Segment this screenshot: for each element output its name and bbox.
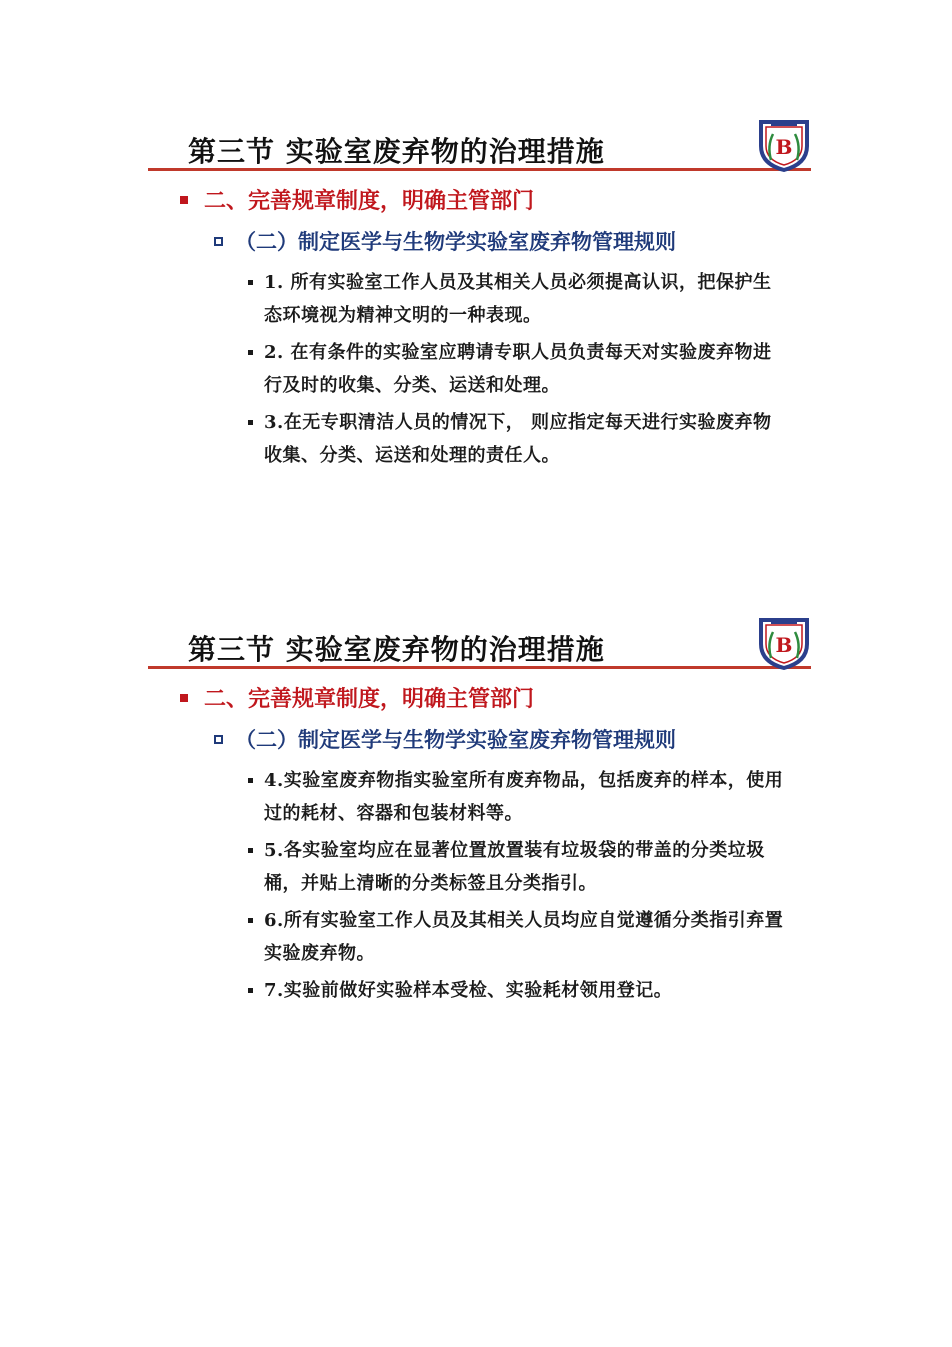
rule-list xyxy=(246,266,786,476)
list-item xyxy=(246,406,786,472)
slide-title: 第三节 实验室废弃物的治理措施 xyxy=(188,633,605,666)
section-heading-text: 二、完善规章制度，明确主管部门 xyxy=(204,188,535,214)
hollow-square-bullet-icon xyxy=(214,735,223,744)
list-item xyxy=(246,974,786,1007)
sub-heading xyxy=(214,724,676,754)
list-item-text: 7.实验前做好实验样本受检、实验耗材领用登记。 xyxy=(264,980,673,1001)
bullet-dot-icon xyxy=(248,918,253,923)
slide-title: 第三节 实验室废弃物的治理措施 xyxy=(188,135,605,168)
list-item-text: 6.所有实验室工作人员及其相关人员均应自觉遵循分类指引弃置实验废弃物。 xyxy=(264,910,784,964)
svg-text:B: B xyxy=(775,633,793,657)
hollow-square-bullet-icon xyxy=(214,237,223,246)
section-heading xyxy=(180,184,534,215)
svg-text:B: B xyxy=(775,135,793,159)
list-item-text: 2. 在有条件的实验室应聘请专职人员负责每天对实验废弃物进行及时的收集、分类、运送和处理。 xyxy=(264,342,772,396)
sub-heading-text: （二）制定医学与生物学实验室废弃物管理规则 xyxy=(235,727,676,752)
list-item-text: 1. 所有实验室工作人员及其相关人员必须提高认识，把保护生态环境视为精神文明的一种表现。 xyxy=(264,272,772,326)
square-bullet-icon xyxy=(180,694,188,702)
bullet-dot-icon xyxy=(248,988,253,993)
bullet-dot-icon xyxy=(248,848,253,853)
list-item-text: 3.在无专职清洁人员的情况下， 则应指定每天进行实验废弃物收集、分类、运送和处理的责任人。 xyxy=(264,412,772,466)
school-shield-logo-icon xyxy=(757,614,811,670)
bullet-dot-icon xyxy=(248,420,253,425)
square-bullet-icon xyxy=(180,196,188,204)
list-item xyxy=(246,336,786,402)
list-item xyxy=(246,834,786,900)
list-item xyxy=(246,266,786,332)
list-item-text: 5.各实验室均应在显著位置放置装有垃圾袋的带盖的分类垃圾桶，并贴上清晰的分类标签且分类指引。 xyxy=(264,840,765,894)
rule-list xyxy=(246,764,786,1011)
section-heading xyxy=(180,682,534,713)
bullet-dot-icon xyxy=(248,350,253,355)
sub-heading-text: （二）制定医学与生物学实验室废弃物管理规则 xyxy=(235,229,676,254)
bullet-dot-icon xyxy=(248,280,253,285)
sub-heading xyxy=(214,226,676,256)
slide-2 xyxy=(0,608,952,1068)
slide-1 xyxy=(0,110,952,570)
title-divider xyxy=(148,168,811,171)
bullet-dot-icon xyxy=(248,778,253,783)
list-item xyxy=(246,764,786,830)
section-heading-text: 二、完善规章制度，明确主管部门 xyxy=(204,686,535,712)
school-shield-logo-icon xyxy=(757,116,811,172)
list-item xyxy=(246,904,786,970)
title-divider xyxy=(148,666,811,669)
list-item-text: 4.实验室废弃物指实验室所有废弃物品，包括废弃的样本，使用过的耗材、容器和包装材料等。 xyxy=(264,770,784,824)
